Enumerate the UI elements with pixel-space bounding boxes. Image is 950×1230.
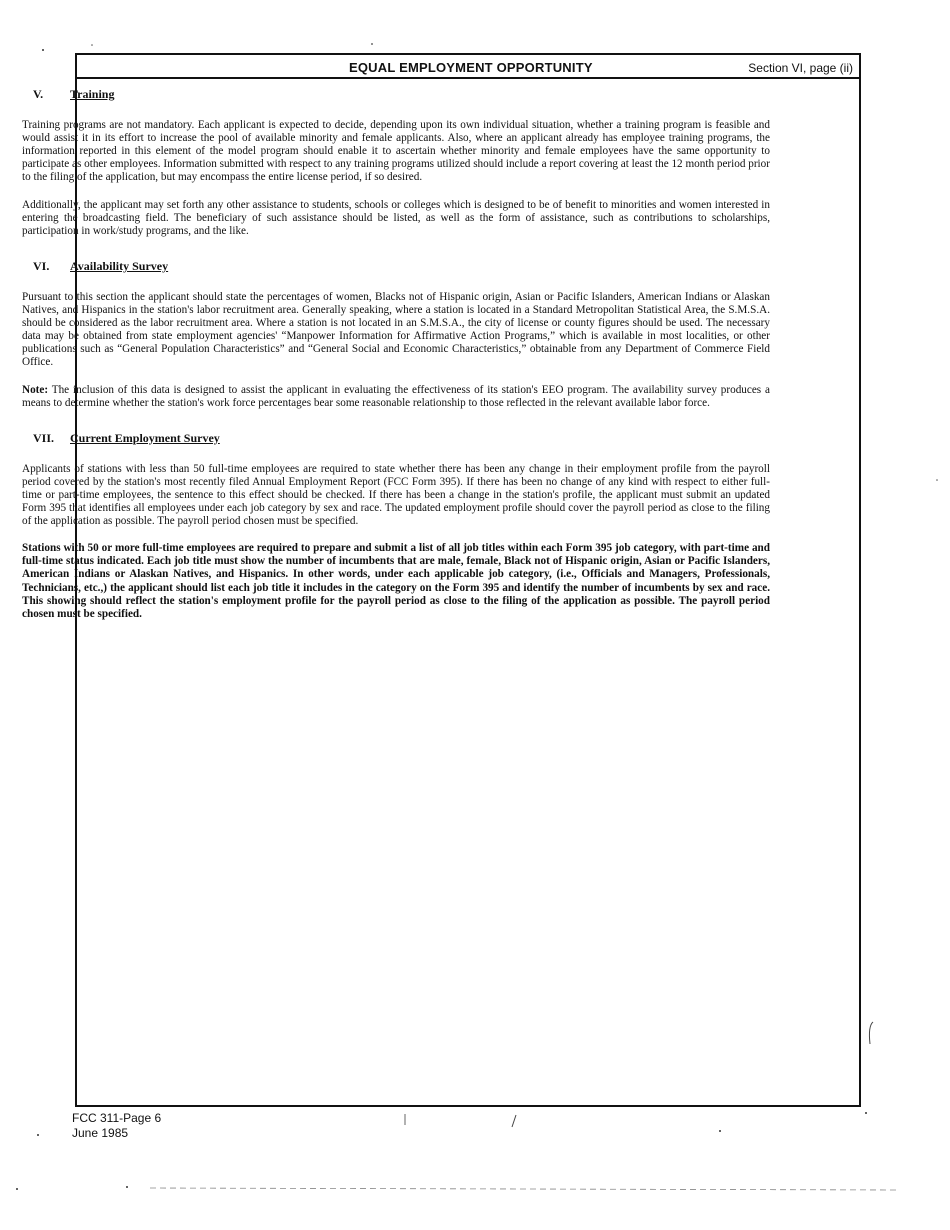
section-heading (22, 260, 770, 273)
section-number: VI. (33, 258, 50, 273)
section-number: VII. (33, 430, 55, 445)
section-number: V. (33, 87, 44, 101)
footer-date: June 1985 (72, 1126, 129, 1140)
section-title: Training (70, 87, 115, 101)
note-label: Note: (22, 383, 49, 396)
section-training (22, 88, 770, 238)
page-footer (72, 1111, 161, 1141)
paragraph: Training programs are not mandatory. Each applicant is expected to decide, depending upon its own individual situation, whether a training program is feasible and would assist it in its effort to increase the pool of available minority and female applicants. Also, where an applicant already has employee training programs, the information reported in this element of the model program should enable it to ascertain whether minority and female employees have the same opportunity to participate as other employees. Information submitted with respect to any training programs utilized should include a report covering at least the 12 month period prior to the filing of the application, but may encompass the entire license period, if so desired. (22, 119, 770, 184)
section-heading (22, 432, 770, 445)
document-body (22, 88, 770, 635)
header-title: EQUAL EMPLOYMENT OPPORTUNITY (349, 60, 593, 75)
paragraph: Applicants of stations with less than 50 full-time employees are required to state whether there has been any change in their employment profile from the payroll period covered by the station's most recently filed Annual Employment Report (FCC Form 395). If there has been no change of any kind with respect to either full-time or part-time employees, the sentence to this effect should be checked. If there has been a change in the station's profile, the applicant must submit an updated Form 395 that identifies all employees under each job category by sex and race. The updated employment profile should cover the payroll period as close to the filing of the application as possible. The payroll period chosen must be specified. (22, 462, 770, 528)
paragraph: Pursuant to this section the applicant should state the percentages of women, Blacks not of Hispanic origin, Asian or Pacific Islanders, American Indians or Alaskan Natives, and Hispanics in the station's labor recruitment area. Generally speaking, where a station is located in a Standard Metropolitan Statistical Area, the S.M.S.A. should be considered as the labor recruitment area. Where a station is not located in an S.M.S.A., the city of license or county figures should be used. The necessary data may be obtained from state employment agencies' “Manpower Information for Affirmative Action Programs,” which is available in most localities, or other publications such as “General Population Characteristics” and “General Social and Economic Characteristics,” obtainable from any Department of Commerce Field Office. (22, 290, 770, 369)
header-section-label: Section VI, page (ii) (748, 61, 853, 75)
note-paragraph (22, 384, 770, 410)
section-current-employment-survey (22, 432, 770, 621)
paragraph: Stations with 50 or more full-time employees are required to prepare and submit a list of all job titles within each Form 395 job category, with part-time and full-time status indicated. Each job title must show the number of incumbents that are male, female, Black not of Hispanic origin, Asian or Pacific Islanders, American Indians or Alaskan Natives, and Hispanics. In other words, under each applicable job category, (i.e., Officials and Managers, Professionals, Technicians, etc.,) the applicant should list each job title it includes in the category on the Form 395 and identify the number of incumbents by sex and race. This showing should reflect the station's employment profile for the payroll period as close to the filing of the application as possible. The payroll period chosen must be specified. (22, 542, 770, 620)
paragraph: Additionally, the applicant may set forth any other assistance to students, schools or colleges which is designed to be of benefit to minorities and women interested in entering the broadcasting field. The beneficiary of such assistance should be listed, as well as the form of assistance, such as contributions to scholarships, participation in work/study programs, and the like. (22, 198, 770, 237)
section-heading (22, 88, 770, 101)
page-header (77, 55, 859, 79)
note-text: The inclusion of this data is designed to assist the applicant in evaluating the effectiveness of its station's EEO program. The availability survey produces a means to determine whether the station's work force percentages bear some reasonable relationship to those reflected in the relevant available labor force. (22, 383, 770, 409)
section-title: Availability Survey (70, 258, 169, 273)
section-availability-survey (22, 260, 770, 410)
footer-form-number: FCC 311-Page 6 (72, 1111, 162, 1125)
section-title: Current Employment Survey (70, 430, 220, 445)
